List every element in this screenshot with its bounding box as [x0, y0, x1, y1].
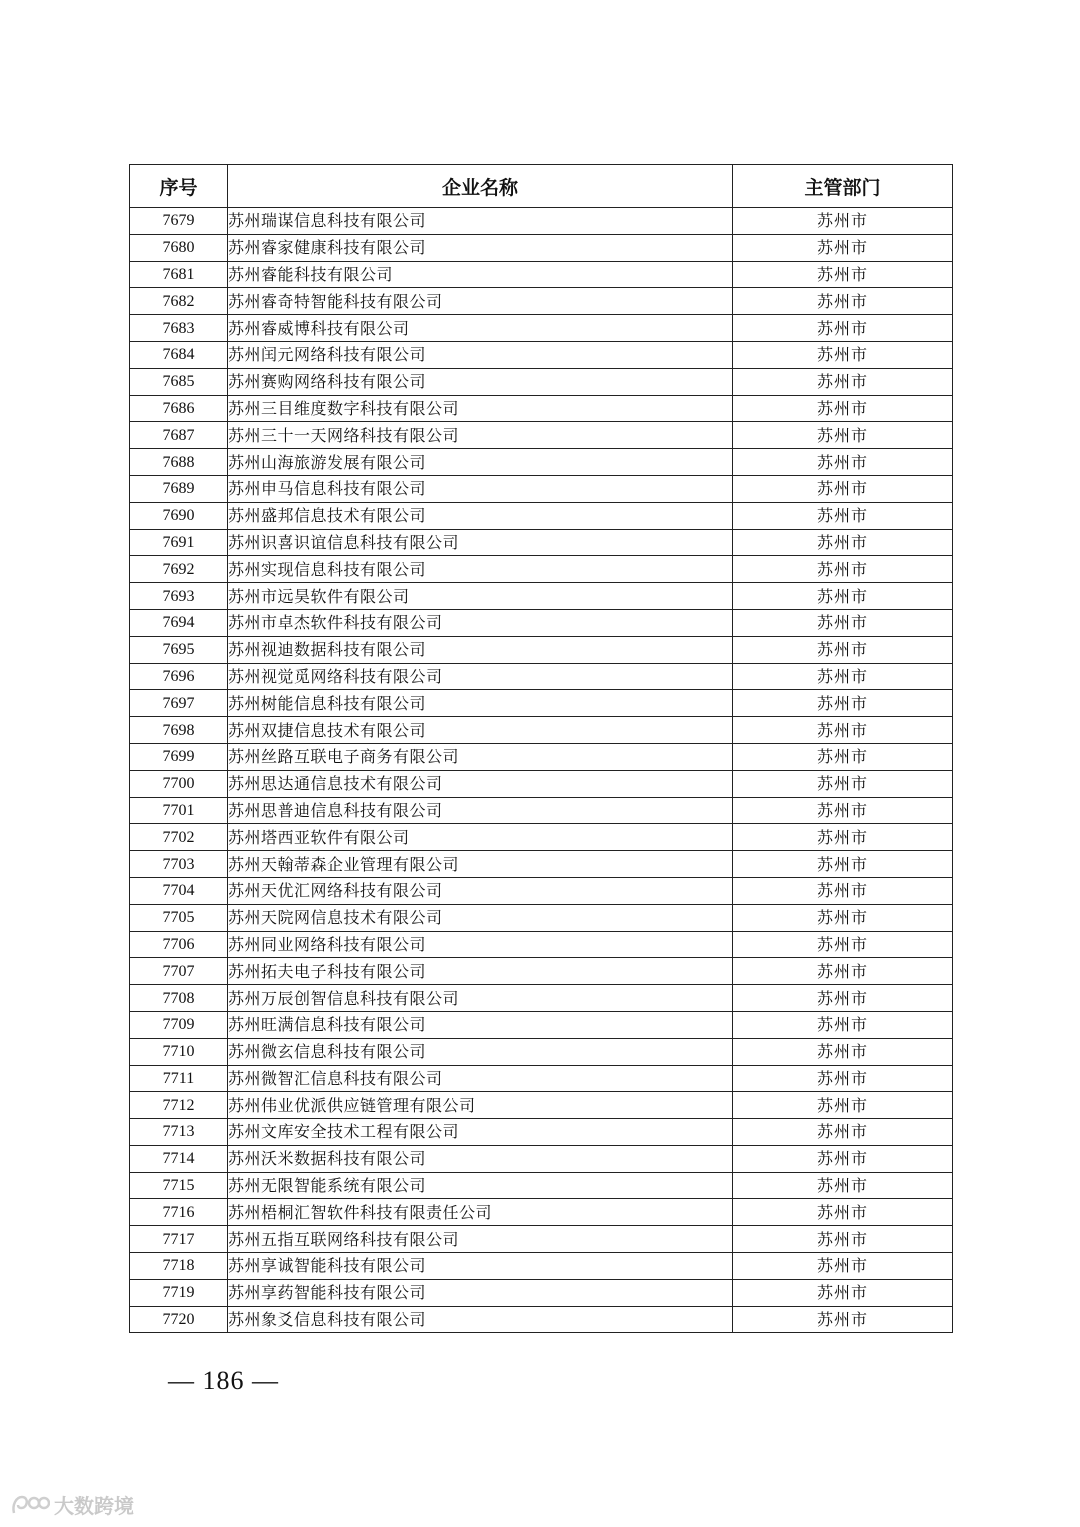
row-department: 苏州市 — [733, 261, 953, 288]
row-department: 苏州市 — [733, 1253, 953, 1280]
row-number: 7703 — [130, 851, 228, 878]
row-number: 7679 — [130, 208, 228, 235]
table-row — [130, 985, 953, 1012]
row-company: 苏州盛邦信息技术有限公司 — [228, 502, 733, 529]
header-row — [130, 165, 953, 208]
row-company: 苏州视觉觅网络科技有限公司 — [228, 663, 733, 690]
table-row — [130, 1119, 953, 1146]
table-row — [130, 851, 953, 878]
table-row — [130, 931, 953, 958]
table-row — [130, 556, 953, 583]
row-number: 7684 — [130, 341, 228, 368]
row-number: 7680 — [130, 234, 228, 261]
table-row — [130, 1092, 953, 1119]
row-number: 7695 — [130, 636, 228, 663]
row-number: 7713 — [130, 1119, 228, 1146]
table-row — [130, 234, 953, 261]
row-company: 苏州微玄信息科技有限公司 — [228, 1038, 733, 1065]
row-number: 7717 — [130, 1226, 228, 1253]
table-row — [130, 341, 953, 368]
table-row — [130, 315, 953, 342]
table-row — [130, 208, 953, 235]
row-company: 苏州市远昊软件有限公司 — [228, 583, 733, 610]
row-number: 7690 — [130, 502, 228, 529]
row-company: 苏州双捷信息技术有限公司 — [228, 717, 733, 744]
row-company: 苏州享药智能科技有限公司 — [228, 1279, 733, 1306]
table-row — [130, 1145, 953, 1172]
row-company: 苏州无限智能系统有限公司 — [228, 1172, 733, 1199]
row-number: 7696 — [130, 663, 228, 690]
table-row — [130, 877, 953, 904]
row-department: 苏州市 — [733, 717, 953, 744]
row-number: 7715 — [130, 1172, 228, 1199]
row-department: 苏州市 — [733, 690, 953, 717]
row-department: 苏州市 — [733, 1119, 953, 1146]
table-row — [130, 502, 953, 529]
table-row — [130, 529, 953, 556]
row-company: 苏州伟业优派供应链管理有限公司 — [228, 1092, 733, 1119]
row-department: 苏州市 — [733, 208, 953, 235]
row-company: 苏州睿家健康科技有限公司 — [228, 234, 733, 261]
row-department: 苏州市 — [733, 583, 953, 610]
row-department: 苏州市 — [733, 341, 953, 368]
row-department: 苏州市 — [733, 1199, 953, 1226]
table-row — [130, 1199, 953, 1226]
watermark-text: 大数跨境 — [54, 1494, 134, 1518]
row-number: 7698 — [130, 717, 228, 744]
row-company: 苏州闰元网络科技有限公司 — [228, 341, 733, 368]
table-row — [130, 824, 953, 851]
row-department: 苏州市 — [733, 1092, 953, 1119]
row-department: 苏州市 — [733, 904, 953, 931]
row-company: 苏州五指互联网络科技有限公司 — [228, 1226, 733, 1253]
row-number: 7681 — [130, 261, 228, 288]
row-company: 苏州山海旅游发展有限公司 — [228, 449, 733, 476]
row-department: 苏州市 — [733, 824, 953, 851]
row-department: 苏州市 — [733, 288, 953, 315]
row-company: 苏州天院网信息技术有限公司 — [228, 904, 733, 931]
table-row — [130, 904, 953, 931]
row-department: 苏州市 — [733, 234, 953, 261]
enterprise-table — [129, 164, 953, 1333]
table-row — [130, 449, 953, 476]
row-company: 苏州享诚智能科技有限公司 — [228, 1253, 733, 1280]
row-number: 7692 — [130, 556, 228, 583]
row-number: 7709 — [130, 1011, 228, 1038]
table-row — [130, 368, 953, 395]
row-company: 苏州万辰创智信息科技有限公司 — [228, 985, 733, 1012]
row-number: 7718 — [130, 1253, 228, 1280]
row-department: 苏州市 — [733, 1172, 953, 1199]
row-department: 苏州市 — [733, 663, 953, 690]
row-number: 7701 — [130, 797, 228, 824]
table-header — [130, 165, 953, 208]
page-number: — 186 — — [168, 1366, 279, 1395]
row-number: 7711 — [130, 1065, 228, 1092]
table-row — [130, 1279, 953, 1306]
row-company: 苏州树能信息科技有限公司 — [228, 690, 733, 717]
row-department: 苏州市 — [733, 877, 953, 904]
row-department: 苏州市 — [733, 475, 953, 502]
row-department: 苏州市 — [733, 636, 953, 663]
row-number: 7704 — [130, 877, 228, 904]
table-row — [130, 475, 953, 502]
row-number: 7687 — [130, 422, 228, 449]
row-company: 苏州市卓杰软件科技有限公司 — [228, 609, 733, 636]
row-number: 7693 — [130, 583, 228, 610]
watermark — [10, 1490, 134, 1519]
row-company: 苏州申马信息科技有限公司 — [228, 475, 733, 502]
row-number: 7716 — [130, 1199, 228, 1226]
row-department: 苏州市 — [733, 1226, 953, 1253]
table-row — [130, 770, 953, 797]
table-row — [130, 663, 953, 690]
row-company: 苏州天优汇网络科技有限公司 — [228, 877, 733, 904]
row-number: 7712 — [130, 1092, 228, 1119]
table-row — [130, 395, 953, 422]
row-department: 苏州市 — [733, 502, 953, 529]
row-department: 苏州市 — [733, 1065, 953, 1092]
row-department: 苏州市 — [733, 315, 953, 342]
row-department: 苏州市 — [733, 395, 953, 422]
row-company: 苏州赛购网络科技有限公司 — [228, 368, 733, 395]
table-row — [130, 1038, 953, 1065]
row-number: 7706 — [130, 931, 228, 958]
row-department: 苏州市 — [733, 1145, 953, 1172]
table-row — [130, 636, 953, 663]
row-company: 苏州象爻信息科技有限公司 — [228, 1306, 733, 1333]
row-number: 7691 — [130, 529, 228, 556]
header-number: 序号 — [130, 165, 228, 208]
row-department: 苏州市 — [733, 368, 953, 395]
table-row — [130, 1253, 953, 1280]
table-row — [130, 422, 953, 449]
row-number: 7683 — [130, 315, 228, 342]
table-row — [130, 1306, 953, 1333]
row-company: 苏州旺满信息科技有限公司 — [228, 1011, 733, 1038]
table-row — [130, 583, 953, 610]
row-company: 苏州天翰蒂森企业管理有限公司 — [228, 851, 733, 878]
row-department: 苏州市 — [733, 556, 953, 583]
row-number: 7685 — [130, 368, 228, 395]
row-company: 苏州识喜识谊信息科技有限公司 — [228, 529, 733, 556]
row-company: 苏州视迪数据科技有限公司 — [228, 636, 733, 663]
row-company: 苏州拓夫电子科技有限公司 — [228, 958, 733, 985]
table-row — [130, 797, 953, 824]
row-department: 苏州市 — [733, 797, 953, 824]
row-number: 7719 — [130, 1279, 228, 1306]
row-number: 7686 — [130, 395, 228, 422]
table-row — [130, 690, 953, 717]
table-row — [130, 1065, 953, 1092]
row-company: 苏州思普迪信息科技有限公司 — [228, 797, 733, 824]
row-department: 苏州市 — [733, 770, 953, 797]
row-number: 7700 — [130, 770, 228, 797]
row-department: 苏州市 — [733, 1306, 953, 1333]
row-company: 苏州梧桐汇智软件科技有限责任公司 — [228, 1199, 733, 1226]
row-number: 7697 — [130, 690, 228, 717]
row-number: 7694 — [130, 609, 228, 636]
header-department: 主管部门 — [733, 165, 953, 208]
brand-logo-icon — [10, 1493, 50, 1517]
row-company: 苏州同业网络科技有限公司 — [228, 931, 733, 958]
row-number: 7707 — [130, 958, 228, 985]
row-number: 7720 — [130, 1306, 228, 1333]
row-department: 苏州市 — [733, 609, 953, 636]
table-body — [130, 208, 953, 1333]
row-company: 苏州瑞谋信息科技有限公司 — [228, 208, 733, 235]
row-company: 苏州文库安全技术工程有限公司 — [228, 1119, 733, 1146]
row-company: 苏州睿奇特智能科技有限公司 — [228, 288, 733, 315]
row-company: 苏州睿能科技有限公司 — [228, 261, 733, 288]
row-number: 7689 — [130, 475, 228, 502]
table-row — [130, 288, 953, 315]
row-department: 苏州市 — [733, 422, 953, 449]
row-company: 苏州塔西亚软件有限公司 — [228, 824, 733, 851]
header-company: 企业名称 — [228, 165, 733, 208]
row-company: 苏州三目维度数字科技有限公司 — [228, 395, 733, 422]
row-company: 苏州丝路互联电子商务有限公司 — [228, 743, 733, 770]
row-department: 苏州市 — [733, 1279, 953, 1306]
row-number: 7699 — [130, 743, 228, 770]
table-row — [130, 1226, 953, 1253]
row-company: 苏州思达通信息技术有限公司 — [228, 770, 733, 797]
row-number: 7710 — [130, 1038, 228, 1065]
row-number: 7705 — [130, 904, 228, 931]
table-row — [130, 609, 953, 636]
row-company: 苏州沃米数据科技有限公司 — [228, 1145, 733, 1172]
row-number: 7708 — [130, 985, 228, 1012]
row-company: 苏州三十一天网络科技有限公司 — [228, 422, 733, 449]
row-department: 苏州市 — [733, 851, 953, 878]
row-number: 7702 — [130, 824, 228, 851]
table-row — [130, 743, 953, 770]
table-row — [130, 1172, 953, 1199]
row-department: 苏州市 — [733, 1038, 953, 1065]
row-company: 苏州睿威博科技有限公司 — [228, 315, 733, 342]
row-department: 苏州市 — [733, 985, 953, 1012]
row-department: 苏州市 — [733, 958, 953, 985]
row-company: 苏州微智汇信息科技有限公司 — [228, 1065, 733, 1092]
row-department: 苏州市 — [733, 529, 953, 556]
row-number: 7682 — [130, 288, 228, 315]
row-department: 苏州市 — [733, 743, 953, 770]
row-department: 苏州市 — [733, 1011, 953, 1038]
table-row — [130, 717, 953, 744]
row-company: 苏州实现信息科技有限公司 — [228, 556, 733, 583]
row-number: 7688 — [130, 449, 228, 476]
row-department: 苏州市 — [733, 931, 953, 958]
table-row — [130, 1011, 953, 1038]
row-number: 7714 — [130, 1145, 228, 1172]
row-department: 苏州市 — [733, 449, 953, 476]
table-row — [130, 958, 953, 985]
table-row — [130, 261, 953, 288]
